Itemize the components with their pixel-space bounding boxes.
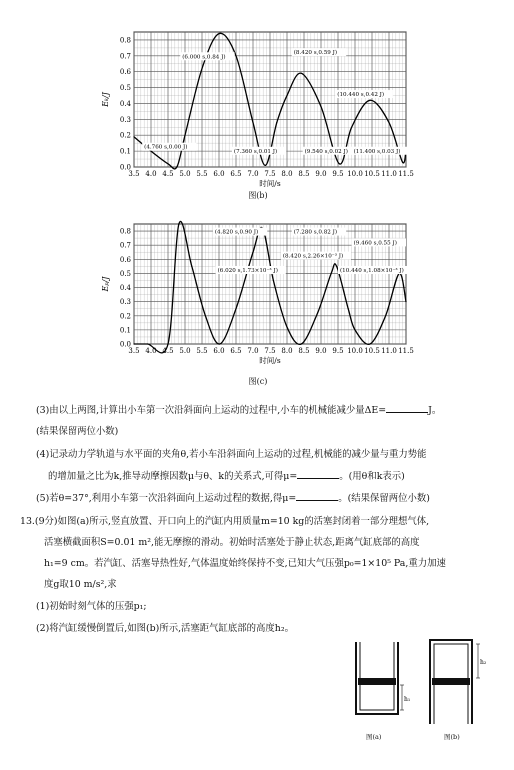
data-point	[252, 122, 253, 123]
x-tick-label: 3.5	[128, 347, 140, 355]
data-point	[235, 308, 236, 309]
figure-b-caption: 图(b)	[444, 733, 460, 741]
y-tick-label: 0.6	[119, 255, 131, 264]
chart-b-caption: 图(b)	[248, 191, 268, 200]
x-tick-label: 10.0	[347, 170, 363, 178]
x-tick-label: 5.5	[196, 347, 208, 355]
y-tick-label: 0.7	[119, 241, 131, 250]
annotation-label: (7.360 s,0.01 J)	[233, 148, 278, 155]
annotation-label: (9.460 s,0.55 J)	[353, 240, 397, 247]
data-point	[339, 163, 340, 164]
data-point	[351, 127, 352, 128]
x-tick-label: 9.5	[332, 170, 344, 178]
y-tick-label: 0.8	[119, 36, 131, 45]
annotation-label: (8.420 s,2.26×10⁻³ J)	[282, 253, 344, 260]
data-point	[133, 136, 134, 137]
x-tick-label: 7.5	[264, 170, 276, 178]
annotation-label: (4.820 s,0.90 J)	[214, 229, 259, 236]
x-tick-label: 6.0	[213, 347, 225, 355]
x-tick-label: 6.5	[230, 347, 242, 355]
x-tick-label: 4.0	[145, 347, 157, 355]
question-4-line2: 的增加量之比为k,推导动摩擦因数μ与θ、k的关系式,可得μ= 。(用θ和k表示)	[48, 471, 405, 482]
x-tick-label: 7.0	[247, 347, 259, 355]
question-4-line1: (4)记录动力学轨道与水平面的夹角θ,若小车沿斜面向上运动的过程,机械能的减少量与重力势能	[36, 449, 427, 460]
data-point	[273, 280, 274, 281]
annotation-label: (8.420 s,0.59 J)	[293, 50, 338, 57]
data-point	[301, 343, 302, 344]
x-tick-label: 5.0	[179, 347, 191, 355]
cylinder-figure-b	[424, 636, 494, 732]
y-tick-label: 0.4	[119, 284, 131, 293]
y-axis-label: Eₖ/J	[101, 92, 110, 107]
x-tick-label: 11.0	[381, 347, 397, 355]
y-tick-label: 0.6	[119, 68, 131, 77]
data-point	[176, 166, 177, 167]
x-tick-label: 10.0	[347, 347, 363, 355]
kinetic-energy-chart	[100, 26, 414, 191]
annotation-label: (6.020 s,1.73×10⁻³ J)	[217, 268, 278, 274]
x-tick-label: 9.5	[332, 347, 344, 355]
x-tick-label: 4.0	[145, 170, 157, 178]
y-tick-label: 0.7	[119, 52, 131, 61]
annotation-label: (6.000 s,0.84 J)	[182, 54, 226, 61]
x-tick-label: 3.5	[128, 170, 140, 178]
data-point	[201, 68, 202, 69]
cylinder-figure-a	[350, 640, 410, 730]
data-point	[385, 315, 386, 316]
question-5: (5)若θ=37°,利用小车第一次沿斜面向上运动过程的数据,得μ= 。(结果保留两位小数)	[36, 493, 430, 504]
x-tick-label: 9.0	[315, 170, 327, 178]
y-tick-label: 0.5	[119, 269, 131, 278]
y-axis-label: Eₚ/J	[101, 276, 110, 292]
data-point	[184, 135, 185, 136]
x-tick-label: 9.0	[315, 347, 327, 355]
annotation-label: (4.760 s,0.00 J)	[144, 144, 188, 151]
annotation-label: (9.540 s,0.02 J)	[304, 148, 348, 155]
y-tick-label: 0.2	[119, 312, 131, 321]
x-tick-label: 11.5	[398, 170, 414, 178]
annotation-label: (11.400 s,0.03 J)	[353, 148, 401, 155]
answer-blank-5	[296, 491, 338, 501]
data-point	[219, 343, 220, 344]
problem-13-line2: 活塞横截面积S=0.01 m²,能无摩擦的滑动。初始时活塞处于静止状态,距离气缸底部的高度	[44, 537, 420, 548]
data-point	[336, 266, 337, 267]
y-tick-label: 0.3	[119, 115, 131, 124]
y-tick-label: 0.0	[119, 340, 131, 349]
h1-label: h₁	[404, 696, 411, 703]
data-point	[402, 162, 403, 163]
data-point	[235, 55, 236, 56]
data-point	[286, 95, 287, 96]
x-tick-label: 6.0	[213, 170, 225, 178]
problem-13-q2: (2)将汽缸缓慢倒置后,如图(b)所示,活塞距气缸底部的高度h₂。	[36, 623, 294, 634]
y-tick-label: 0.2	[119, 131, 131, 140]
y-tick-label: 0.1	[119, 326, 131, 335]
x-tick-label: 8.5	[298, 170, 310, 178]
annotation-label: (7.280 s,0.82 J)	[293, 229, 338, 236]
data-point	[205, 315, 206, 316]
data-point	[191, 266, 192, 267]
data-point	[178, 223, 179, 224]
y-tick-label: 0.8	[119, 227, 131, 236]
data-point	[331, 273, 332, 274]
data-point	[147, 343, 148, 344]
y-tick-label: 0.4	[119, 99, 131, 108]
data-point	[369, 100, 370, 101]
annotation-label: (10.440 s,1.08×10⁻³ J)	[340, 268, 404, 274]
data-point	[265, 165, 266, 166]
x-tick-label: 11.0	[381, 170, 397, 178]
question-3-note: (结果保留两位小数)	[36, 426, 119, 437]
x-axis-label: 时间/s	[259, 356, 281, 365]
x-tick-label: 6.5	[230, 170, 242, 178]
data-point	[167, 163, 168, 164]
potential-energy-chart	[100, 218, 414, 368]
data-point	[276, 122, 277, 123]
problem-13-q1: (1)初始时刻气体的压强p₁;	[36, 601, 147, 612]
problem-13-line1: 13.(9分)如图(a)所示,竖直放置、开口向上的汽缸内用质量m=10 kg的活塞封闭着一部分理想气体,	[20, 516, 430, 527]
x-tick-label: 10.5	[364, 347, 380, 355]
data-point	[388, 122, 389, 123]
cylinder-inner-a	[360, 642, 394, 710]
piston-a	[358, 678, 396, 685]
data-point	[348, 308, 349, 309]
y-tick-label: 0.3	[119, 298, 131, 307]
x-axis-label: 时间/s	[259, 179, 281, 188]
data-point	[354, 329, 355, 330]
x-tick-label: 4.5	[162, 170, 174, 178]
x-tick-label: 5.5	[196, 170, 208, 178]
h2-label: h₂	[480, 659, 487, 666]
x-tick-label: 8.5	[298, 347, 310, 355]
answer-blank-3	[386, 403, 428, 413]
x-tick-label: 7.0	[247, 170, 259, 178]
data-point	[286, 326, 287, 327]
y-tick-label: 0.0	[119, 163, 131, 172]
x-tick-label: 7.5	[264, 347, 276, 355]
annotation-label: (10.440 s,0.42 J)	[337, 92, 385, 99]
data-point	[218, 33, 219, 34]
x-tick-label: 8.0	[281, 347, 293, 355]
problem-13-line3: h₁=9 cm。若汽缸、活塞导热性好,气体温度始终保持不变,已知大气压强p₀=1×10⁵ Pa,重力加速	[44, 558, 446, 569]
x-tick-label: 11.5	[398, 347, 414, 355]
data-point	[369, 343, 370, 344]
question-3: (3)由以上两图,计算出小车第一次沿斜面向上运动的过程中,小车的机械能减少量ΔE= J。	[36, 405, 442, 416]
data-point	[301, 73, 302, 74]
x-tick-label: 5.0	[179, 170, 191, 178]
data-point	[405, 301, 406, 302]
data-point	[167, 343, 168, 344]
data-point	[252, 252, 253, 253]
chart-c-caption: 图(c)	[248, 377, 268, 386]
data-point	[320, 106, 321, 107]
data-point	[133, 343, 134, 344]
piston-b	[432, 678, 470, 685]
y-tick-label: 0.5	[119, 84, 131, 93]
figure-a-caption: 图(a)	[366, 733, 382, 741]
y-tick-label: 0.1	[119, 147, 131, 156]
x-tick-label: 4.5	[162, 347, 174, 355]
answer-blank-4	[297, 469, 339, 479]
data-point	[317, 312, 318, 313]
x-tick-label: 10.5	[364, 170, 380, 178]
x-tick-label: 8.0	[281, 170, 293, 178]
problem-13-line4: 度g取10 m/s²,求	[44, 579, 117, 590]
